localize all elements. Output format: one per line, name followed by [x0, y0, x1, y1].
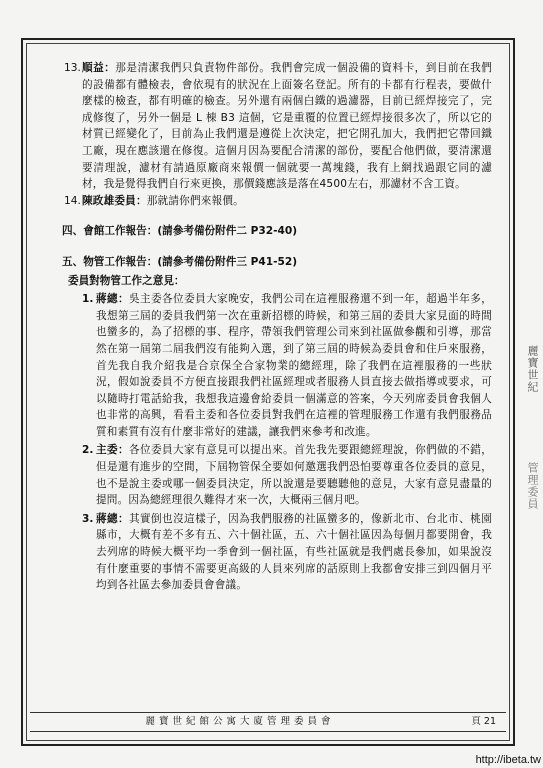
- item-number: 2.: [82, 444, 94, 457]
- speech-text: 那是清潔我們只負責物件部份。我們會完成一個設備的資料卡，到目前在我們的設備都有體檢表，會依現有的狀況在上面簽名登記。所有的卡都有行程表，要做什麼樣的檢查，都有明確的檢查。另外還有兩個白鐵的過濾器，目前已經焊接完了，完成修復了，另外一個是 L 棟 B3 這個，它是重覆的位置已經焊接很多次了，所以它的材質已經變化了，目前為止我們還是遵從上次決定，把它開孔加大，我們把它帶回鐵工廠，現在應該還在修復。這個月因為要配合清潔的部份，要配合他們做，要清潔還要清理說，濾材有請過原廠商來報價一個就要一萬塊錢，我有上網找過跟它同的濾材，我是覺得我們自行來更換，那價錢應該是落在4500左右，那濾材不含工資。: [82, 62, 493, 191]
- section-title: 會館工作報告：: [83, 225, 158, 238]
- item-number: 3.: [82, 512, 94, 525]
- item-number: 1.: [82, 293, 94, 306]
- page-number: 頁 21: [471, 716, 496, 727]
- section-5-subheading: 委員對物管工作之意見：: [68, 274, 185, 287]
- minutes-item-13: [52, 60, 492, 193]
- item-number: 13.: [64, 62, 81, 74]
- section-title: 物管工作報告：: [83, 255, 158, 268]
- opinion-item-1: [52, 291, 492, 440]
- section-5-heading: [52, 254, 492, 271]
- footer-title: 麗寶世紀館公寓大廈管理委員會: [145, 716, 335, 727]
- speaker-name: 主委：: [96, 444, 130, 457]
- speaker-name: 蔣總：: [96, 293, 130, 306]
- speaker-name: 陳政雄委員：: [82, 194, 147, 207]
- page-footer: [30, 712, 506, 732]
- section-reference: (請參考備份附件二 P32-40): [157, 225, 298, 238]
- section-reference: (請參考備份附件三 P41-52): [157, 255, 298, 268]
- page-content: [52, 60, 492, 594]
- section-number: 五、: [62, 255, 84, 268]
- section-4-heading: [52, 223, 492, 240]
- speaker-name: 蔣總：: [96, 512, 130, 525]
- minutes-item-14: [52, 193, 492, 210]
- side-binding-stamp-2: 管理委員: [526, 462, 539, 510]
- speech-text: 各位委員大家有意見可以提出來。首先我先要跟總經理說，你們做的不錯，但是還有進步的空間，下屆物管保全要如何邀選我們恐怕要尊重各位委員的意見，也不是說主委或哪一個委員決定，所以說還是要聽聽他的意見，大家有意見盡量的提問。因為總經理很久難得才來一次，大概兩三個月吧。: [96, 444, 492, 507]
- speaker-name: 順益：: [82, 62, 116, 74]
- speech-text: 吳主委各位委員大家晚安，我們公司在這裡服務還不到一年，超過半年多，我想第三屆的委員我們第一次在重新招標的時候，和第三屆的委員大家見面的時間也蠻多的，為了招標的事、程序，帶領我們管理公司來到社區做參觀和引導，那當然在第一屆第二屆我們沒有能夠入選，到了第三屆的時候為委員會和住戶來服務，首先我自我介紹我是合京保全合家物業的總經理，除了我們在這裡服務的一些狀況，假如說委員不方便直接跟我們社區經理或者服務人員直接去做指導或要求，可以隨時打電話給我，我想我這邊會給委員一個滿意的答案，今天列席委員會我個人也非常的高興，看看主委和各位委員對我們在這裡的管理服務工作還有我們服務品質和素質有沒有什麼非常好的建議，讓我們來參考和改進。: [96, 293, 492, 438]
- watermark-url: http://ibeta.tw: [475, 754, 541, 766]
- section-number: 四、: [62, 225, 84, 238]
- speech-text: 那就請你們來報價。: [146, 194, 244, 207]
- opinion-item-3: [52, 511, 492, 594]
- item-number: 14.: [64, 194, 81, 207]
- opinion-item-2: [52, 442, 492, 508]
- speech-text: 其實倒也沒這樣子，因為我們服務的社區蠻多的，像新北市、台北市、桃園縣市，大概有差不多有五、六十個社區，五、六十個社區因為每個月都要開會，我去列席的時候大概平均一季會到一個社區，有些社區就是我們處長參加，如果說沒有什麼重要的事情不需要更高級的人員來列席的話原則上我都會安排三到四個月平均到各社區去參加委員會會議。: [96, 512, 492, 592]
- side-binding-stamp: 麗寶世紀: [526, 345, 539, 393]
